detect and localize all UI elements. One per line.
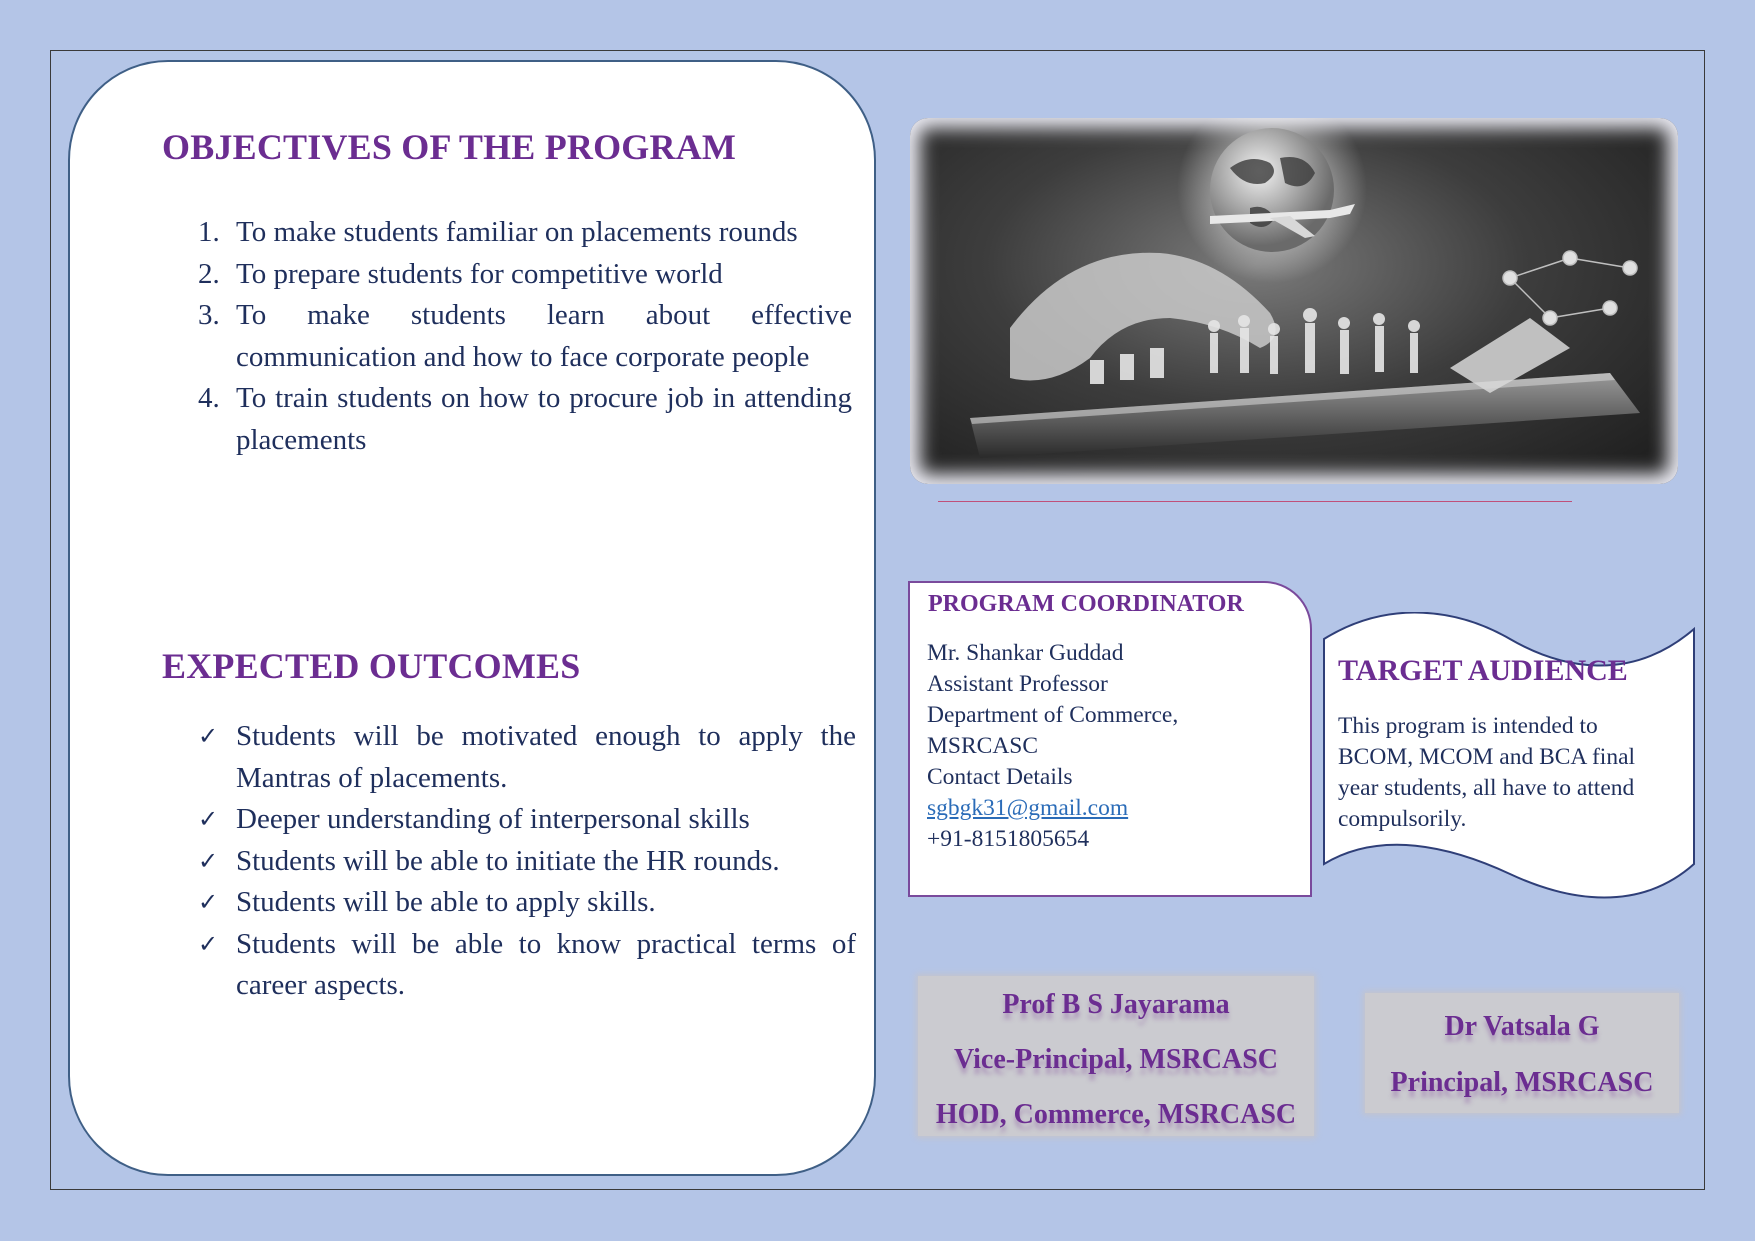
outcome-text: Students will be able to know practical terms of career aspects.: [236, 927, 856, 1001]
outcome-text: Students will be motivated enough to apply the Mantras of placements.: [236, 720, 856, 794]
contact-label: Contact Details: [927, 764, 1073, 790]
list-item: [198, 716, 856, 799]
objective-text: To prepare students for competitive world: [236, 257, 723, 290]
list-item: 3. To make students learn about effective communication and how to face corporate people: [198, 299, 852, 373]
outcomes-heading: EXPECTED OUTCOMES: [162, 646, 581, 686]
vice-principal-name: Prof B S Jayarama: [1002, 989, 1230, 1020]
email-link[interactable]: sgbgk31@gmail.com: [927, 795, 1129, 821]
checkmark-icon: ✓: [198, 929, 219, 958]
divider-line: [938, 501, 1572, 502]
principal-signature: [1365, 993, 1679, 1113]
coordinator-details: [927, 638, 1178, 855]
outcomes-list: [198, 716, 856, 1007]
checkmark-icon: ✓: [198, 888, 219, 916]
coordinator-title: PROGRAM COORDINATOR: [928, 591, 1244, 617]
outcome-text: Deeper understanding of interpersonal skills: [236, 803, 750, 835]
list-item: [198, 924, 856, 1007]
outcome-text: Students will be able to initiate the HR rounds.: [236, 844, 780, 877]
business-network-photo-icon: [910, 118, 1678, 484]
objective-text: To make students learn about effective communication and how to face corporate people: [236, 299, 852, 373]
hod-role: HOD, Commerce, MSRCASC: [935, 1099, 1297, 1130]
checkmark-icon: ✓: [198, 722, 219, 750]
checkmark-icon: ✓: [198, 846, 219, 875]
list-item: 4. To train students on how to procure job in attending placements: [198, 382, 852, 456]
coordinator-department: Department of Commerce,: [927, 702, 1179, 728]
phone-number: +91-8151805654: [927, 826, 1090, 852]
list-item: [198, 799, 856, 841]
list-item: [198, 841, 856, 883]
coordinator-college: MSRCASC: [927, 733, 1039, 759]
objectives-heading: OBJECTIVES OF THE PROGRAM: [162, 127, 737, 167]
coordinator-designation: Assistant Professor: [927, 671, 1108, 697]
list-item: 2. To prepare students for competitive world: [198, 257, 723, 290]
target-title: TARGET AUDIENCE: [1338, 654, 1628, 687]
objectives-panel: [68, 60, 876, 1176]
checkmark-icon: ✓: [198, 805, 219, 833]
vice-principal-signature: [918, 976, 1314, 1136]
coordinator-name: Mr. Shankar Guddad: [927, 640, 1124, 666]
outcome-text: Students will be able to apply skills.: [236, 886, 656, 918]
list-item: [198, 882, 856, 924]
target-audience-box: [1320, 612, 1698, 908]
coordinator-box: [908, 581, 1312, 897]
objective-text: To train students on how to procure job in attending placements: [236, 382, 852, 456]
principal-name: Dr Vatsala G: [1444, 1011, 1600, 1042]
target-text: This program is intended to BCOM, MCOM and BCA final year students, all have to attend compulsorily.: [1338, 713, 1636, 832]
list-item: 1. To make students familiar on placements rounds: [198, 216, 798, 248]
principal-role: Principal, MSRCASC: [1390, 1067, 1654, 1098]
objectives-list: [198, 212, 852, 644]
vice-principal-role: Vice-Principal, MSRCASC: [953, 1044, 1279, 1075]
objective-text: To make students familiar on placements rounds: [236, 216, 798, 248]
